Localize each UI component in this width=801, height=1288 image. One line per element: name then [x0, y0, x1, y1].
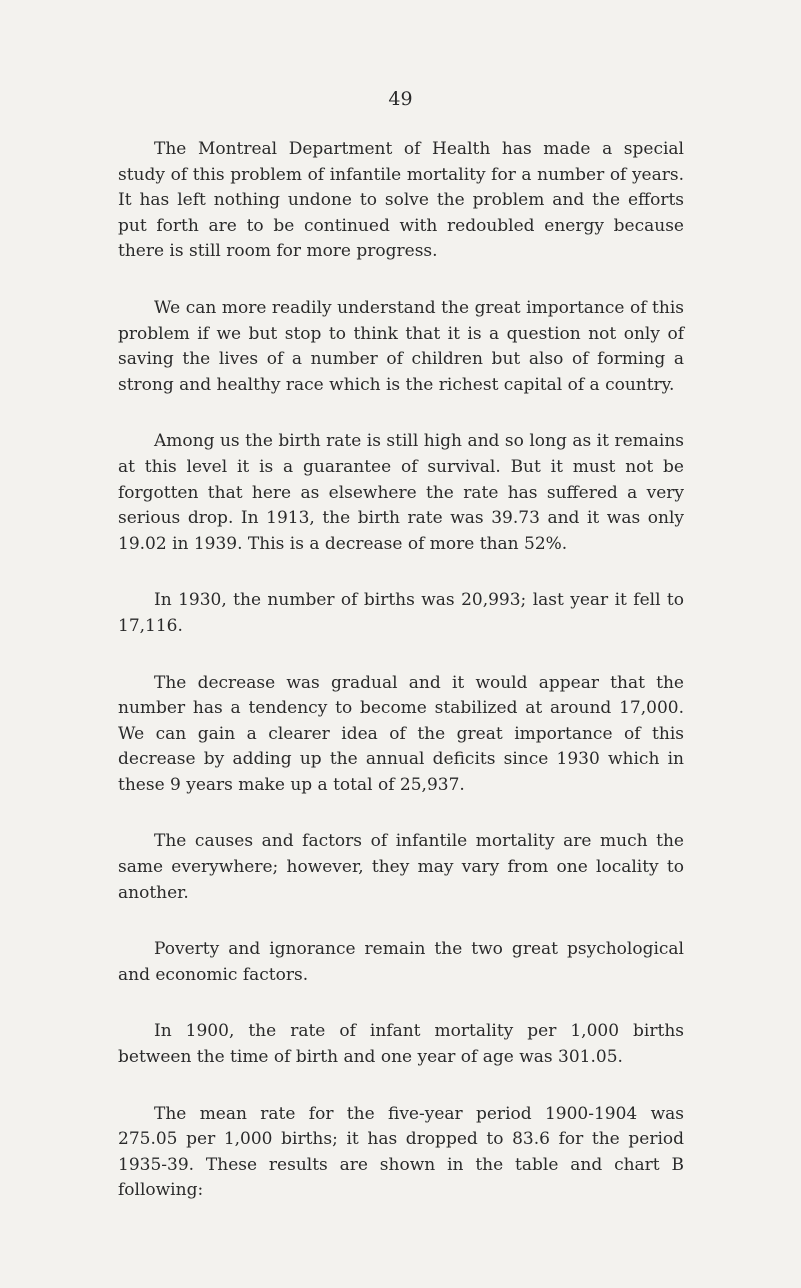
paragraph-rate-1900: In 1900, the rate of infant mortality per 1,000 births between the time of birth and one year of age was 301.05. [118, 1021, 684, 1068]
page-number: 49 [388, 88, 413, 110]
paragraph-birth-rate: Among us the birth rate is still high and so long as it remains at this level it is a guarantee of survival. But it must not be forgotten that here as elsewhere the rate has suffered a very serious drop. In 1913, the birth rate was 39.73 and it was only 19.02 in 1939. This is a decrease of more than 52%. [118, 431, 684, 554]
paragraph-department-study: The Montreal Department of Health has made a special study of this problem of infantile mortality for a number of years. It has left nothing undone to solve the problem and the efforts put forth are to be continued with redoubled energy because there is still room for more progress. [118, 139, 684, 262]
paragraph-mean-rate: The mean rate for the five-year period 1900-1904 was 275.05 per 1,000 births; it has dropped to 83.6 for the period 1935-39. These results are shown in the table and chart B following: [118, 1103, 684, 1201]
paragraph-decrease: The decrease was gradual and it would appear that the number has a tendency to become stabilized at around 17,000. We can gain a clearer idea of the great importance of this decrease by adding up the annual deficits since 1930 which in these 9 years make up a total of 25,937. [118, 672, 684, 795]
body-text [118, 137, 684, 1235]
paragraph-causes: The causes and factors of infantile mortality are much the same everywhere; however, they may vary from one locality to another. [118, 831, 684, 903]
paragraph-importance: We can more readily understand the great importance of this problem if we but stop to think that it is a question not only of saving the lives of a number of children but also of forming a strong and healthy race which is the richest capital of a country. [118, 297, 684, 395]
paragraph-poverty: Poverty and ignorance remain the two great psychological and economic factors. [118, 939, 684, 985]
paragraph-births-count: In 1930, the number of births was 20,993; last year it fell to 17,116. [118, 590, 684, 636]
